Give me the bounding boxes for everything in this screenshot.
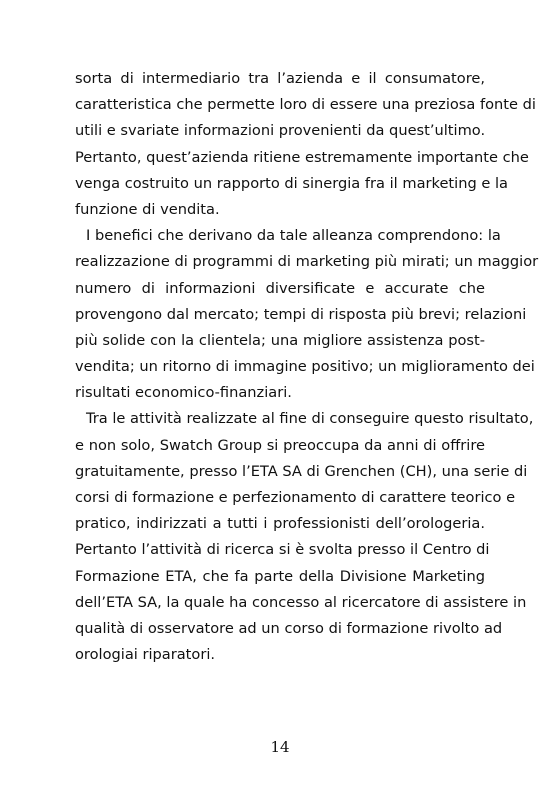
text-line: e non solo, Swatch Group si preoccupa da anni di offrire [75,436,485,454]
text-line: Tra le attività realizzate al fine di conseguire questo risultato, [86,410,534,428]
text-line: realizzazione di programmi di marketing più mirati; un maggior [75,253,539,271]
body-text [75,66,539,668]
text-line: gratuitamente, presso l’ETA SA di Grenchen (CH), una serie di [75,462,528,480]
text-line: pratico, indirizzati a tutti i professionisti dell’orologeria. [75,515,485,533]
text-line: qualità di osservatore ad un corso di formazione rivolto ad [75,619,503,637]
text-line: provengono dal mercato; tempi di risposta più brevi; relazioni [75,305,527,323]
text-line: I benefici che derivano da tale alleanza comprendono: la [86,227,501,245]
paragraph-2 [75,223,539,406]
text-line: funzione di vendita. [75,200,220,218]
text-line: orologiai riparatori. [75,646,216,664]
text-line: venga costruito un rapporto di sinergia fra il marketing e la [75,174,508,192]
text-line: più solide con la clientela; una migliore assistenza post- [75,331,485,349]
text-line: vendita; un ritorno di immagine positivo; un miglioramento dei [75,358,535,376]
text-line: sorta di intermediario tra l’azienda e il consumatore, [75,70,485,87]
text-line: Formazione ETA, che fa parte della Divisione Marketing [75,567,485,585]
paragraph-3 [75,406,534,668]
text-line: corsi di formazione e perfezionamento di carattere teorico e [75,489,516,506]
text-line: numero di informazioni diversificate e accurate che [75,279,485,297]
text-line: utili e svariate informazioni provenienti da quest’ultimo. [75,122,486,140]
page-number: 14 [270,738,290,756]
text-line: Pertanto, quest’azienda ritiene estremamente importante che [75,148,529,166]
text-line: dell’ETA SA, la quale ha concesso al ricercatore di assistere in [75,593,527,611]
text-line: caratteristica che permette loro di essere una preziosa fonte di [75,96,536,114]
paragraph-1 [75,66,536,223]
text-line: Pertanto l’attività di ricerca si è svolta presso il Centro di [75,541,490,559]
text-line: risultati economico-finanziari. [75,384,292,402]
